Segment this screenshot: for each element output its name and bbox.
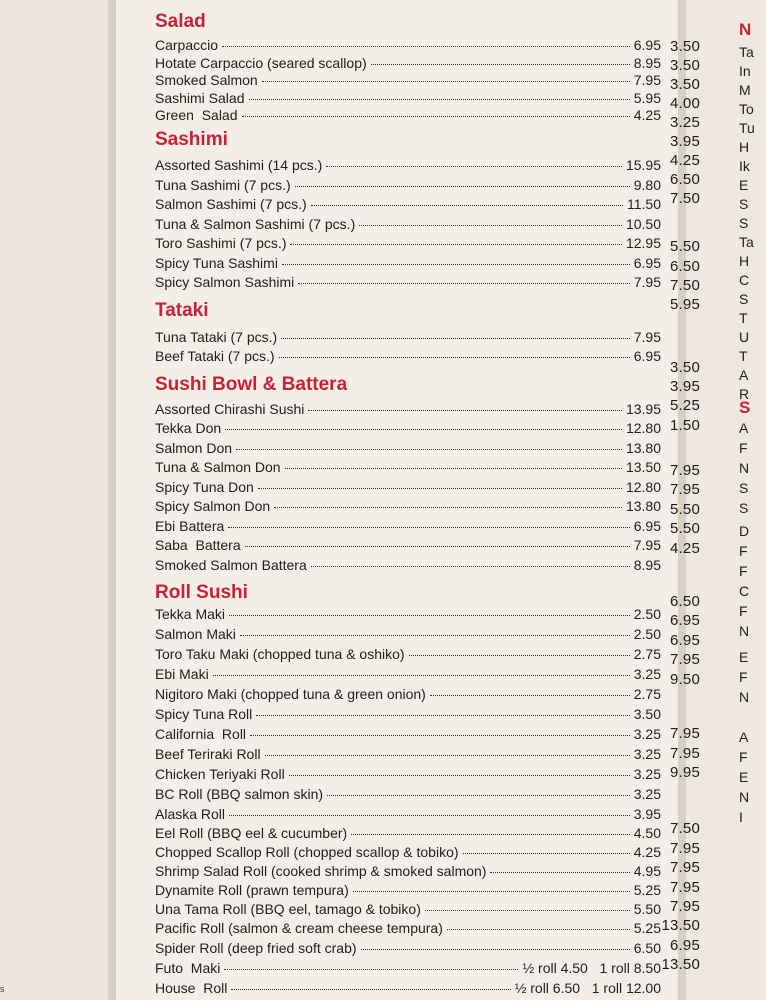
menu-item-price: 6.95 bbox=[633, 37, 661, 53]
menu-item bbox=[155, 863, 661, 881]
menu-item bbox=[155, 537, 661, 555]
left-column-price: 4.00 bbox=[670, 95, 700, 112]
dot-leader bbox=[326, 166, 622, 167]
menu-item-price: 10.50 bbox=[625, 216, 661, 232]
dot-leader bbox=[262, 81, 630, 82]
section-heading: Salad bbox=[155, 11, 206, 32]
left-column-price: 7.50 bbox=[670, 820, 700, 837]
left-column-price: 3.50 bbox=[670, 57, 700, 74]
menu-item bbox=[155, 980, 661, 998]
menu-item bbox=[155, 920, 661, 938]
menu-item-price: 6.95 bbox=[633, 518, 661, 534]
dot-leader bbox=[242, 116, 630, 117]
dot-leader bbox=[240, 635, 630, 636]
menu-item-price: 13.95 bbox=[625, 401, 661, 417]
dot-leader bbox=[295, 186, 630, 187]
menu-item-price: ½ roll 6.50 1 roll 12.00 bbox=[514, 980, 661, 996]
left-column-price: 3.50 bbox=[670, 38, 700, 55]
left-column-price: 6.95 bbox=[670, 612, 700, 629]
menu-item-price: 15.95 bbox=[625, 157, 661, 173]
menu-item bbox=[155, 401, 661, 419]
menu-item-price: 7.95 bbox=[633, 329, 661, 345]
right-column-text: S bbox=[739, 480, 749, 496]
dot-leader bbox=[371, 64, 630, 65]
menu-item-price: 13.80 bbox=[625, 440, 661, 456]
menu-item bbox=[155, 329, 661, 347]
menu-item bbox=[155, 177, 661, 195]
right-column-text: Ik bbox=[739, 158, 750, 174]
menu-item bbox=[155, 235, 661, 253]
left-column-price: 7.50 bbox=[670, 277, 700, 294]
menu-item-name: BC Roll (BBQ salmon skin) bbox=[155, 786, 324, 802]
right-column-text: U bbox=[739, 329, 750, 345]
dot-leader bbox=[285, 468, 622, 469]
menu-item bbox=[155, 90, 661, 108]
dot-leader bbox=[463, 853, 630, 854]
menu-item bbox=[155, 666, 661, 684]
left-column-price: 7.95 bbox=[670, 898, 700, 915]
menu-item-price: 3.25 bbox=[633, 746, 661, 762]
menu-item-price: 7.95 bbox=[633, 72, 661, 88]
menu-item-name: Nigitoro Maki (chopped tuna & green onion) bbox=[155, 686, 426, 702]
menu-item-name: Tekka Don bbox=[155, 420, 222, 436]
left-column-price: 7.95 bbox=[670, 462, 700, 479]
right-column-text: In bbox=[739, 63, 751, 79]
right-column-text: A bbox=[739, 420, 749, 436]
left-column-price: 7.95 bbox=[670, 725, 700, 742]
menu-item-price: 4.50 bbox=[633, 825, 661, 841]
menu-item-name: Spicy Salmon Sashimi bbox=[155, 274, 295, 290]
left-column-price: 9.50 bbox=[670, 671, 700, 688]
menu-item bbox=[155, 274, 661, 292]
left-column-price: 7.95 bbox=[670, 859, 700, 876]
menu-item bbox=[155, 606, 661, 624]
menu-item-name: Salmon Don bbox=[155, 440, 233, 456]
dot-leader bbox=[225, 429, 622, 430]
menu-item-name: Chopped Scallop Roll (chopped scallop & tobiko) bbox=[155, 844, 459, 860]
right-column-text: S bbox=[739, 398, 751, 417]
menu-item-name: Tuna Sashimi (7 pcs.) bbox=[155, 177, 291, 193]
right-column-text: E bbox=[739, 649, 749, 665]
left-column-price: 7.95 bbox=[670, 481, 700, 498]
menu-item-price: 8.95 bbox=[633, 557, 661, 573]
menu-item-price: 5.25 bbox=[633, 882, 661, 898]
menu-item bbox=[155, 37, 661, 55]
left-column-price: 5.25 bbox=[670, 397, 700, 414]
right-column-text: A bbox=[739, 729, 749, 745]
right-column-text: A bbox=[739, 367, 749, 383]
menu-item-name: Green Salad bbox=[155, 107, 238, 123]
menu-item-price: 6.95 bbox=[633, 255, 661, 271]
right-column-text: C bbox=[739, 583, 750, 599]
right-column-text: F bbox=[739, 603, 748, 619]
menu-item-name: Salmon Sashimi (7 pcs.) bbox=[155, 196, 307, 212]
right-column-text: F bbox=[739, 440, 748, 456]
menu-item-name: Beef Teriraki Roll bbox=[155, 746, 261, 762]
dot-leader bbox=[311, 205, 623, 206]
right-column-text: H bbox=[739, 139, 750, 155]
left-column-price: 6.50 bbox=[670, 258, 700, 275]
dot-leader bbox=[447, 929, 630, 930]
right-column-text: To bbox=[739, 101, 754, 117]
dot-leader bbox=[265, 755, 630, 756]
right-column-text: C bbox=[739, 272, 750, 288]
menu-item-price: 2.50 bbox=[633, 626, 661, 642]
dot-leader bbox=[250, 735, 630, 736]
menu-item bbox=[155, 557, 661, 575]
menu-item bbox=[155, 107, 661, 125]
right-column-text: M bbox=[739, 82, 751, 98]
right-column-text: N bbox=[739, 689, 750, 705]
left-column-price: 5.95 bbox=[670, 296, 700, 313]
left-column-price: 13.50 bbox=[661, 956, 700, 973]
right-column-text: N bbox=[739, 789, 750, 805]
left-column-price: 3.50 bbox=[670, 76, 700, 93]
menu-item bbox=[155, 196, 661, 214]
right-column-text: F bbox=[739, 563, 748, 579]
dot-leader bbox=[311, 566, 630, 567]
dot-leader bbox=[256, 715, 629, 716]
dot-leader bbox=[224, 969, 518, 970]
menu-item bbox=[155, 940, 661, 958]
right-column-text: Ta bbox=[739, 234, 754, 250]
menu-item bbox=[155, 766, 661, 784]
dot-leader bbox=[229, 615, 630, 616]
menu-item-price: 11.50 bbox=[627, 196, 661, 212]
dot-leader bbox=[308, 410, 622, 411]
menu-item-name: Una Tama Roll (BBQ eel, tamago & tobiko) bbox=[155, 901, 421, 917]
menu-item-name: Ebi Maki bbox=[155, 666, 209, 682]
menu-item bbox=[155, 646, 661, 664]
menu-item-price: 3.25 bbox=[633, 666, 661, 682]
dot-leader bbox=[327, 795, 630, 796]
menu-item-price: 3.50 bbox=[633, 706, 661, 722]
menu-item bbox=[155, 825, 661, 843]
right-column-text: S bbox=[739, 500, 749, 516]
menu-item-price: 5.25 bbox=[633, 920, 661, 936]
right-column-text: S bbox=[739, 291, 749, 307]
left-column-price: 5.50 bbox=[670, 501, 700, 518]
right-column-text: H bbox=[739, 253, 750, 269]
dot-leader bbox=[274, 507, 622, 508]
left-column-price: 7.95 bbox=[670, 879, 700, 896]
right-column-text: D bbox=[739, 523, 750, 539]
dot-leader bbox=[258, 488, 622, 489]
menu-item bbox=[155, 626, 661, 644]
dot-leader bbox=[359, 225, 622, 226]
right-column-text: R bbox=[739, 386, 750, 402]
menu-item bbox=[155, 157, 661, 175]
menu-item-name: Hotate Carpaccio (seared scallop) bbox=[155, 55, 367, 71]
menu-item bbox=[155, 806, 661, 824]
menu-item-name: Saba Battera bbox=[155, 537, 241, 553]
menu-item-price: 2.75 bbox=[633, 686, 661, 702]
menu-item-price: 5.50 bbox=[633, 901, 661, 917]
dot-leader bbox=[430, 695, 630, 696]
menu-item bbox=[155, 960, 661, 978]
menu-item-name: Ebi Battera bbox=[155, 518, 225, 534]
dot-leader bbox=[236, 449, 622, 450]
left-column-price: 7.95 bbox=[670, 745, 700, 762]
menu-item-name: California Roll bbox=[155, 726, 247, 742]
menu-item-price: 4.25 bbox=[633, 844, 661, 860]
dot-leader bbox=[289, 775, 630, 776]
menu-item-name: Spicy Salmon Don bbox=[155, 498, 271, 514]
menu-item bbox=[155, 686, 661, 704]
dot-leader bbox=[228, 527, 629, 528]
dot-leader bbox=[361, 949, 630, 950]
section-heading: Tataki bbox=[155, 300, 209, 321]
menu-item-price: 4.25 bbox=[633, 107, 661, 123]
menu-item-name: House Roll bbox=[155, 980, 228, 996]
menu-item-name: Sashimi Salad bbox=[155, 90, 245, 106]
menu-item bbox=[155, 844, 661, 862]
left-column-price: 6.50 bbox=[670, 593, 700, 610]
left-column-price: 9.95 bbox=[670, 764, 700, 781]
dot-leader bbox=[229, 815, 630, 816]
dot-leader bbox=[409, 655, 630, 656]
left-column-price: 6.95 bbox=[670, 937, 700, 954]
menu-item-price: 12.95 bbox=[625, 235, 661, 251]
left-column-price: 5.50 bbox=[670, 520, 700, 537]
dot-leader bbox=[425, 910, 630, 911]
menu-item-price: 6.95 bbox=[633, 348, 661, 364]
menu-item bbox=[155, 459, 661, 477]
menu-item-price: 12.80 bbox=[625, 420, 661, 436]
right-column-text: Ta bbox=[739, 44, 754, 60]
menu-item bbox=[155, 479, 661, 497]
menu-item-name: Smoked Salmon Battera bbox=[155, 557, 307, 573]
left-column-price: 13.50 bbox=[661, 917, 700, 934]
menu-item-name: Tuna & Salmon Don bbox=[155, 459, 281, 475]
menu-item-price: 3.25 bbox=[633, 786, 661, 802]
menu-item-price: 2.75 bbox=[633, 646, 661, 662]
menu-item bbox=[155, 216, 661, 234]
menu-item-name: Pacific Roll (salmon & cream cheese tempura) bbox=[155, 920, 443, 936]
left-column-price: 3.95 bbox=[670, 378, 700, 395]
menu-item bbox=[155, 706, 661, 724]
menu-item-price: 13.50 bbox=[625, 459, 661, 475]
left-column-price: 1.50 bbox=[670, 417, 700, 434]
right-column-text: E bbox=[739, 769, 749, 785]
dot-leader bbox=[351, 834, 630, 835]
menu-item-name: Spicy Tuna Sashimi bbox=[155, 255, 278, 271]
menu-item-price: 3.25 bbox=[633, 766, 661, 782]
right-column-text: S bbox=[739, 215, 749, 231]
right-column-text: Tu bbox=[739, 120, 755, 136]
left-column-price: 4.25 bbox=[670, 540, 700, 557]
section-heading: Roll Sushi bbox=[155, 582, 248, 603]
left-column-price: 7.95 bbox=[670, 840, 700, 857]
menu-item bbox=[155, 255, 661, 273]
menu-item bbox=[155, 440, 661, 458]
menu-item bbox=[155, 518, 661, 536]
menu-item-name: Spicy Tuna Roll bbox=[155, 706, 253, 722]
menu-item-name: Chicken Teriyaki Roll bbox=[155, 766, 285, 782]
menu-item-name: Tekka Maki bbox=[155, 606, 226, 622]
dot-leader bbox=[281, 338, 630, 339]
menu-item-name: Futo Maki bbox=[155, 960, 221, 976]
menu-item-name: Shrimp Salad Roll (cooked shrimp & smoked salmon) bbox=[155, 863, 487, 879]
menu-item-price: ½ roll 4.50 1 roll 8.50 bbox=[522, 960, 661, 976]
menu-item-name: Toro Taku Maki (chopped tuna & oshiko) bbox=[155, 646, 405, 662]
menu-item-name: Toro Sashimi (7 pcs.) bbox=[155, 235, 287, 251]
right-column-text: N bbox=[739, 623, 750, 639]
dot-leader bbox=[231, 989, 510, 990]
menu-item bbox=[155, 72, 661, 90]
menu-item-price: 4.95 bbox=[633, 863, 661, 879]
menu-item-price: 13.80 bbox=[625, 498, 661, 514]
menu-item-price: 3.25 bbox=[633, 726, 661, 742]
menu-item-name: Smoked Salmon bbox=[155, 72, 258, 88]
dot-leader bbox=[490, 872, 629, 873]
section-heading: Sashimi bbox=[155, 129, 228, 150]
menu-item bbox=[155, 420, 661, 438]
menu-item-name: Eel Roll (BBQ eel & cucumber) bbox=[155, 825, 348, 841]
menu-item bbox=[155, 348, 661, 366]
left-column-price: 5.50 bbox=[670, 238, 700, 255]
right-column-text: E bbox=[739, 177, 749, 193]
dot-leader bbox=[213, 675, 630, 676]
menu-item-price: 7.95 bbox=[633, 274, 661, 290]
menu-item bbox=[155, 55, 661, 73]
dot-leader bbox=[282, 264, 630, 265]
menu-item-price: 2.50 bbox=[633, 606, 661, 622]
menu-item bbox=[155, 882, 661, 900]
left-column-price: 7.50 bbox=[670, 190, 700, 207]
menu-item-price: 5.95 bbox=[633, 90, 661, 106]
right-column-text: F bbox=[739, 749, 748, 765]
menu-item bbox=[155, 726, 661, 744]
left-column-price: 4.25 bbox=[670, 152, 700, 169]
menu-item-name: Alaska Roll bbox=[155, 806, 226, 822]
menu-item-name: Tuna Tataki (7 pcs.) bbox=[155, 329, 278, 345]
left-column-price: 6.95 bbox=[670, 632, 700, 649]
menu-item bbox=[155, 498, 661, 516]
dot-leader bbox=[249, 99, 630, 100]
menu-item-name: Assorted Chirashi Sushi bbox=[155, 401, 305, 417]
menu-item-name: Carpaccio bbox=[155, 37, 219, 53]
menu-item-price: 12.80 bbox=[625, 479, 661, 495]
left-column-price: 6.50 bbox=[670, 171, 700, 188]
menu-item-name: Assorted Sashimi (14 pcs.) bbox=[155, 157, 323, 173]
dot-leader bbox=[298, 283, 629, 284]
menu-item-name: Tuna & Salmon Sashimi (7 pcs.) bbox=[155, 216, 356, 232]
menu-item-name: Dynamite Roll (prawn tempura) bbox=[155, 882, 349, 898]
menu-item-price: 9.80 bbox=[633, 177, 661, 193]
menu-item-price: 8.95 bbox=[633, 55, 661, 71]
left-column-price: 3.95 bbox=[670, 133, 700, 150]
right-column-text: I bbox=[739, 809, 743, 825]
right-column-text: N bbox=[739, 20, 752, 39]
menu-item-name: Beef Tataki (7 pcs.) bbox=[155, 348, 275, 364]
dot-leader bbox=[290, 244, 621, 245]
left-menu-panel bbox=[0, 0, 108, 1000]
right-column-text: S bbox=[739, 196, 749, 212]
section-heading: Sushi Bowl & Battera bbox=[155, 374, 348, 395]
menu-item-name: Salmon Maki bbox=[155, 626, 236, 642]
left-column-price: 7.95 bbox=[670, 651, 700, 668]
menu-item bbox=[155, 746, 661, 764]
right-column-text: T bbox=[739, 310, 748, 326]
menu-item-price: 3.95 bbox=[633, 806, 661, 822]
left-column-price: 3.50 bbox=[670, 359, 700, 376]
menu-item-price: 6.50 bbox=[633, 940, 661, 956]
menu-item bbox=[155, 901, 661, 919]
dot-leader bbox=[353, 891, 630, 892]
left-column-price: 3.25 bbox=[670, 114, 700, 131]
right-column-text: T bbox=[739, 348, 748, 364]
menu-item bbox=[155, 786, 661, 804]
left-footer-mark: s bbox=[0, 984, 5, 994]
menu-item-name: Spider Roll (deep fried soft crab) bbox=[155, 940, 357, 956]
right-column-text: F bbox=[739, 669, 748, 685]
right-column-text: N bbox=[739, 460, 750, 476]
menu-item-price: 7.95 bbox=[633, 537, 661, 553]
menu-item-name: Spicy Tuna Don bbox=[155, 479, 254, 495]
dot-leader bbox=[222, 46, 630, 47]
right-column-text: F bbox=[739, 543, 748, 559]
dot-leader bbox=[245, 546, 630, 547]
dot-leader bbox=[279, 357, 630, 358]
